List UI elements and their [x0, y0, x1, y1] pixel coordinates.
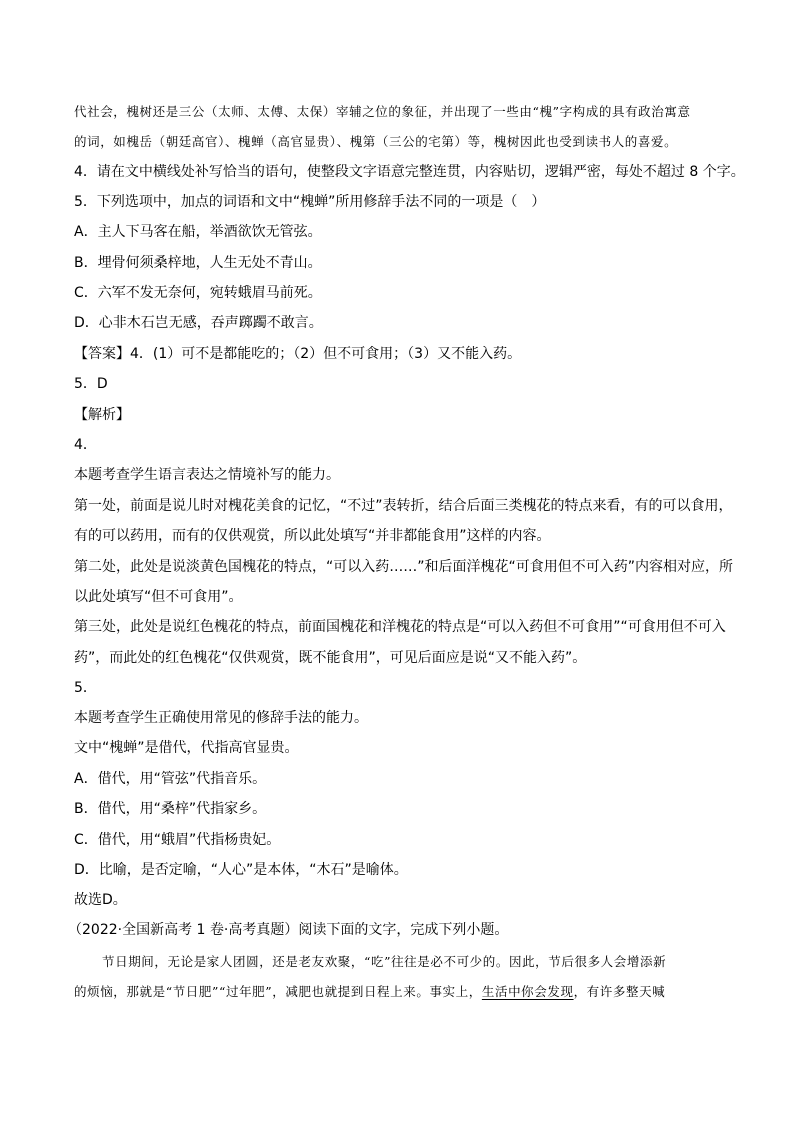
passage-line-2: 的词，如槐岳（朝廷高官）、槐蝉（高官显贵）、槐第（三公的宅第）等，槐树因此也受到读书人的喜爱。 [74, 134, 678, 149]
analysis-5-a: A．借代，用“管弦”代指音乐。 [74, 771, 267, 787]
analysis-5-number: 5． [74, 680, 97, 696]
question-4: 4．请在文中横线处补写恰当的语句，使整段文字语意完整连贯，内容贴切，逻辑严密，每处不超过 8 个字。 [74, 164, 745, 180]
analysis-5-conclusion: 故选D。 [74, 892, 127, 908]
analysis-4-first-2: 有的可以药用，而有的仅供观赏，所以此处填写“并非都能食用”这样的内容。 [74, 528, 551, 544]
exam-source-line: （2022·全国新高考 1 卷·高考真题）阅读下面的文字，完成下列小题。 [68, 922, 509, 938]
reading-passage-line-2-tail: ，有许多整天喊 [573, 984, 666, 999]
reading-passage-line-2 [74, 982, 665, 1002]
answer-4: 【答案】4．(1）可不是都能吃的；（2）但不可食用；（3）又不能入药。 [74, 346, 522, 362]
analysis-5-text: 文中“槐蝉”是借代，代指高官显贵。 [74, 740, 299, 756]
option-c: C．六军不发无奈何，宛转蛾眉马前死。 [74, 285, 322, 301]
analysis-4-third-2: 药”，而此处的红色槐花“仅供观赏，既不能食用”，可见后面应是说“又不能入药”。 [74, 650, 587, 666]
reading-passage-line-2-text: 的烦恼，那就是“节日肥”“过年肥”，减肥也就提到日程上来。事实上， [74, 984, 482, 999]
analysis-4-second-1: 第二处，此处是说淡黄色国槐花的特点，“可以入药……”和后面洋槐花“可食用但不可入药”内容相对应，所 [74, 559, 734, 575]
answer-5: 5．D [74, 376, 108, 392]
analysis-5-c: C．借代，用“蛾眉”代指杨贵妃。 [74, 832, 281, 848]
analysis-5-intro: 本题考查学生正确使用常见的修辞手法的能力。 [74, 710, 368, 726]
option-b: B．埋骨何须桑梓地，人生无处不青山。 [74, 255, 322, 271]
question-5: 5．下列选项中，加点的词语和文中“槐蝉”所用修辞手法不同的一项是（ ） [74, 194, 546, 210]
analysis-5-d: D．比喻，是否定喻，“人心”是本体，“木石”是喻体。 [74, 862, 408, 878]
analysis-5-b: B．借代，用“桑梓”代指家乡。 [74, 801, 267, 817]
underlined-phrase: 生活中你会发现 [481, 984, 574, 999]
passage-line-1: 代社会，槐树还是三公（太师、太傅、太保）宰辅之位的象征，并出现了一些由“槐”字构成的具有政治寓意 [74, 104, 691, 119]
option-d: D．心非木石岂无感，吞声踯躅不敢言。 [74, 315, 323, 331]
reading-passage-line-1: 节日期间，无论是家人团圆，还是老友欢聚，“吃”往往是必不可少的。因此，节后很多人会增添新 [102, 954, 667, 969]
analysis-4-number: 4． [74, 437, 97, 453]
analysis-4-third-1: 第三处，此处是说红色槐花的特点，前面国槐花和洋槐花的特点是“可以入药但不可食用”“可食用但不可入 [74, 619, 726, 635]
analysis-4-intro: 本题考查学生语言表达之情境补写的能力。 [74, 467, 340, 483]
analysis-4-second-2: 以此处填写“但不可食用”。 [74, 589, 243, 605]
analysis-heading: 【解析】 [74, 407, 130, 423]
analysis-4-first-1: 第一处，前面是说儿时对槐花美食的记忆，“不过”表转折，结合后面三类槐花的特点来看，有的可以食用， [74, 498, 733, 514]
option-a: A．主人下马客在船，举酒欲饮无管弦。 [74, 224, 322, 240]
